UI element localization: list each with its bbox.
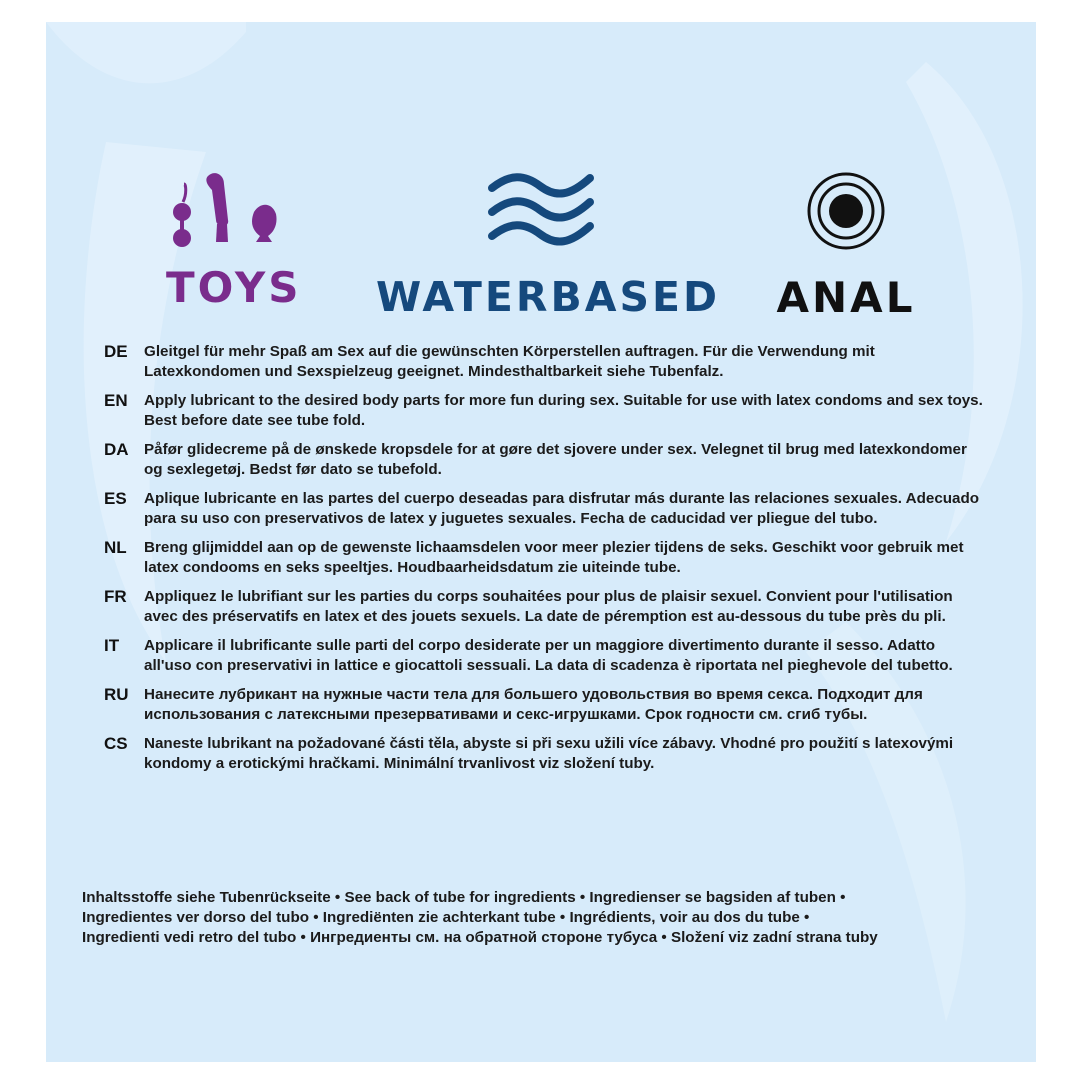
waves-icon [486, 170, 596, 252]
ingredients-line: Inhaltsstoffe siehe Tubenrückseite • See back of tube for ingredients • Ingredienser se bagsiden af tuben • [82, 889, 846, 906]
toys-icon [166, 172, 296, 252]
label-panel [46, 22, 1036, 1062]
lang-text: Appliquez le lubrifiant sur les parties du corps souhaitées pour plus de plaisir sexuel. Convient pour l'utilisation avec des préservatifs en latex et des jouets sexuels. La date de péremption est au-dessous du tube près du pli. [144, 588, 953, 625]
instruction-cs [104, 734, 984, 774]
lang-text: Applicare il lubrificante sulle parti del corpo desiderate per un maggiore divertimento durante il sesso. Adatto all'uso con preservativi in lattice e giocattoli sessuali. La data di scadenza è riportata nel pieghevole del tubetto. [144, 637, 953, 674]
lang-text: Aplique lubricante en las partes del cuerpo deseadas para disfrutar más durante las relaciones sexuales. Adecuado para su uso con preservativos de latex y juguetes sexuales. Fecha de caducidad ver pliegue del tubo. [144, 490, 980, 527]
lang-text: Gleitgel für mehr Spaß am Sex auf die gewünschten Körperstellen auftragen. Für die Verwendung mit Latexkondomen und Sexspielzeug geeignet. Mindesthaltbarkeit siehe Tubenfalz. [144, 343, 875, 380]
waterbased-label: WATERBASED [376, 273, 721, 321]
ingredients-line: Ingredientes ver dorso del tubo • Ingrediënten zie achterkant tube • Ingrédients, voir au dos du tube • [82, 909, 810, 926]
instructions-list [104, 342, 984, 783]
lang-text: Naneste lubrikant na požadované části těla, abyste si při sexu užili více zábavy. Vhodné pro použití s latexovými kondomy a erotickými hračkami. Minimální trvanlivost viz složení tuby. [144, 735, 954, 772]
instruction-nl [104, 538, 984, 578]
instruction-en [104, 391, 984, 431]
lang-text: Apply lubricant to the desired body parts for more fun during sex. Suitable for use with latex condoms and sex toys. Best before date see tube fold. [144, 392, 983, 429]
lang-code: DA [104, 440, 129, 459]
lang-code: ES [104, 489, 127, 508]
anal-block [771, 170, 921, 322]
lang-code: EN [104, 391, 128, 410]
lang-code: FR [104, 587, 127, 606]
instruction-es [104, 489, 984, 529]
instruction-it [104, 636, 984, 676]
lang-code: DE [104, 342, 128, 361]
toys-block [166, 172, 302, 312]
toys-label: TOYS [166, 263, 302, 312]
instruction-ru [104, 685, 984, 725]
lang-code: IT [104, 636, 120, 655]
lang-text: Påfør glidecreme på de ønskede kropsdele for at gøre det sjovere under sex. Velegnet til brug med latexkondomer og sexlegetøj. Bedst før dato se tubefold. [144, 441, 967, 478]
instruction-da [104, 440, 984, 480]
instruction-fr [104, 587, 984, 627]
icons-row [46, 22, 1036, 322]
target-icon [805, 170, 887, 252]
anal-label: ANAL [776, 273, 916, 322]
lang-code: RU [104, 685, 129, 704]
lang-text: Нанесите лубрикант на нужные части тела для большего удовольствия во время секса. Подходит для использования с латексными презервативами и секс-игрушками. Срок годности см. сгиб тубы. [144, 686, 923, 723]
lang-text: Breng glijmiddel aan op de gewenste lichaamsdelen voor meer plezier tijdens de seks. Geschikt voor gebruik met latex condooms en seks speeltjes. Houdbaarheidsdatum zie uiteinde tube. [144, 539, 964, 576]
ingredients-note [82, 888, 1012, 948]
instruction-de [104, 342, 984, 382]
lang-code: NL [104, 538, 127, 557]
ingredients-line: Ingredienti vedi retro del tubo • Ингредиенты см. на обратной стороне тубуса • Složení viz zadní strana tuby [82, 929, 878, 946]
waterbased-block [376, 170, 721, 321]
lang-code: CS [104, 734, 128, 753]
